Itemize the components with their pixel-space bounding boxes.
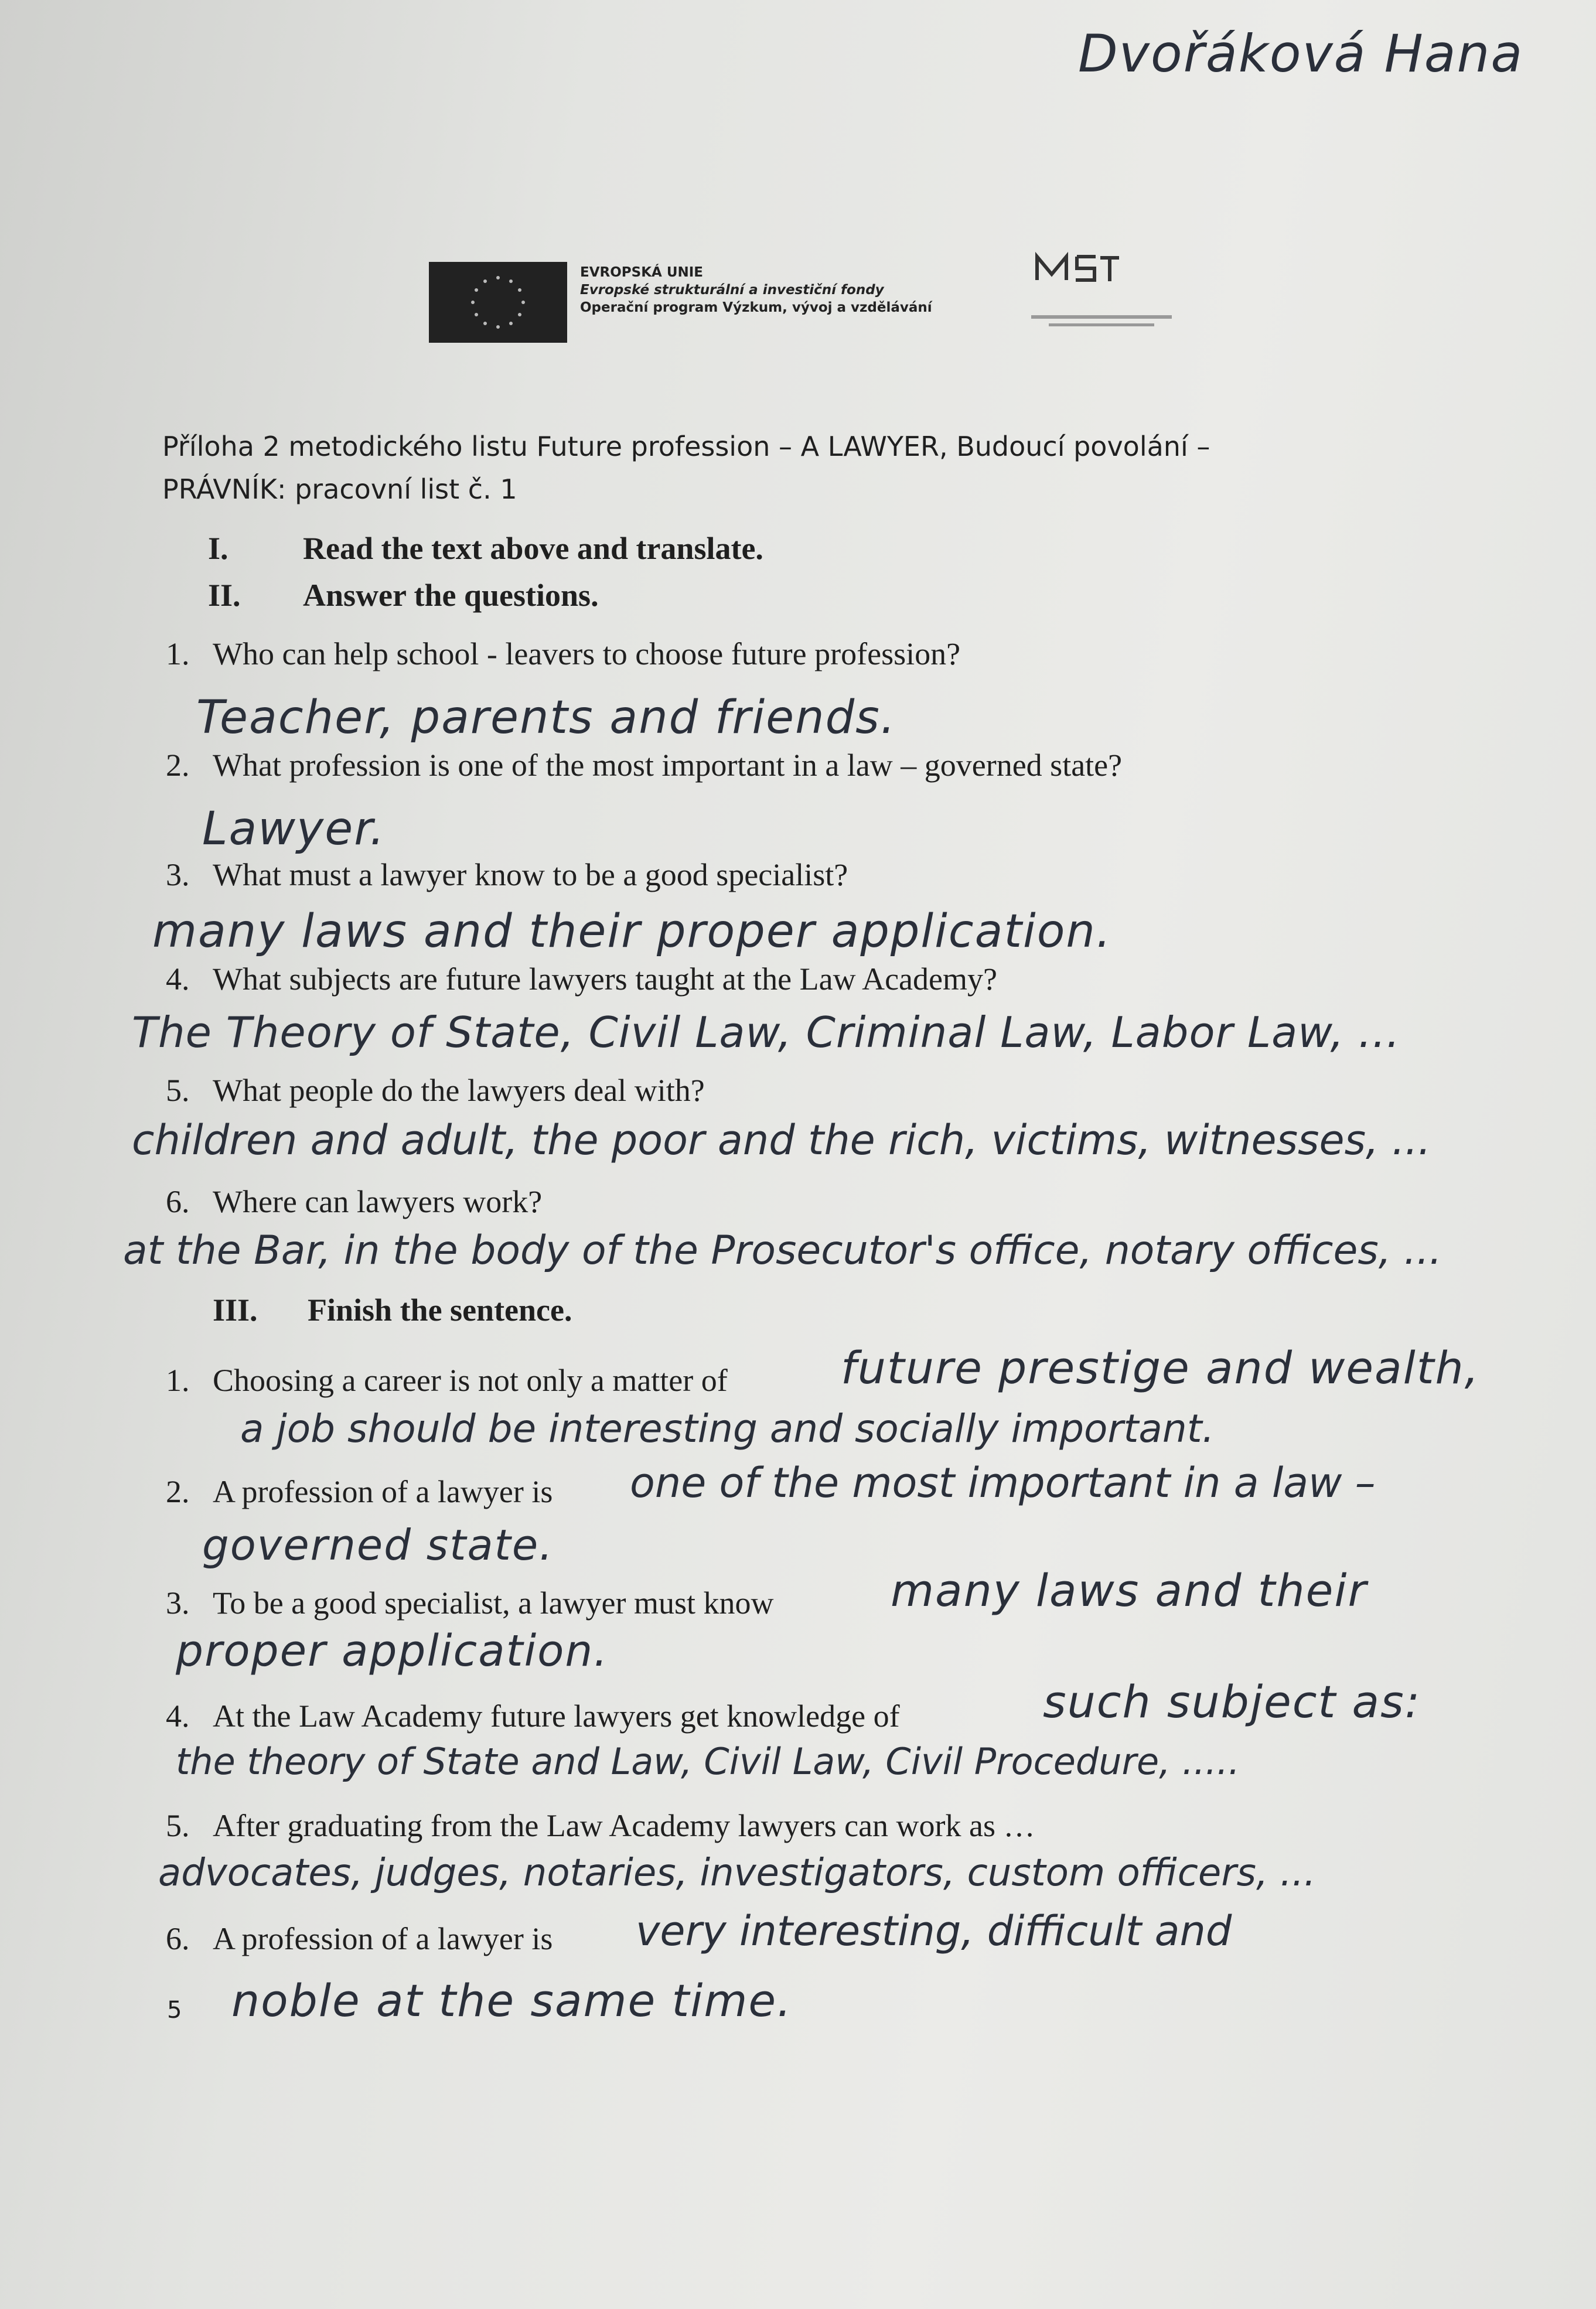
section-1-num: I.: [208, 531, 229, 566]
sentence-2: [166, 1474, 553, 1510]
section-2: [208, 577, 599, 613]
section-2-num: II.: [208, 578, 241, 613]
question-text: Who can help school - leavers to choose future profession?: [213, 636, 961, 671]
sentence-text: To be a good specialist, a lawyer must know: [213, 1585, 774, 1621]
question-number: 4.: [166, 961, 190, 997]
answer-2: Lawyer.: [202, 803, 386, 855]
question-text: What people do the lawyers deal with?: [213, 1073, 705, 1108]
question-number: 5.: [166, 1073, 190, 1108]
author-name: Dvořáková Hana: [1078, 23, 1524, 84]
question-number: 6.: [166, 1184, 190, 1219]
sentence-6-answer-b: noble at the same time.: [231, 1974, 793, 2027]
eu-flag-icon: [429, 262, 567, 343]
question-number: 2.: [166, 748, 190, 783]
answer-5: children and adult, the poor and the rich, victims, witnesses, ...: [132, 1116, 1431, 1164]
sentence-1: [166, 1362, 728, 1399]
sentence-1-answer-a: future prestige and wealth,: [841, 1342, 1480, 1394]
question-2: [166, 747, 1122, 783]
sentence-4: [166, 1698, 900, 1734]
sentence-2-answer-b: governed state.: [202, 1520, 554, 1570]
answer-3: many laws and their proper application.: [152, 905, 1112, 958]
section-3-text: Finish the sentence.: [308, 1292, 572, 1328]
question-text: Where can lawyers work?: [213, 1184, 543, 1219]
question-4: [166, 961, 997, 997]
page-number: 5: [167, 1997, 182, 2024]
sentence-3-answer-a: many laws and their: [891, 1564, 1367, 1616]
eu-text-line3: Operační program Výzkum, vývoj a vzdělávání: [580, 300, 932, 315]
sentence-3: [166, 1585, 774, 1621]
eu-text-line2: Evropské strukturální a investiční fondy: [580, 282, 884, 298]
sentence-text: At the Law Academy future lawyers get knowledge of: [213, 1699, 900, 1734]
section-2-text: Answer the questions.: [303, 578, 599, 613]
sentence-number: 2.: [166, 1474, 190, 1509]
title-line2: PRÁVNÍK: pracovní list č. 1: [162, 473, 517, 505]
question-text: What must a lawyer know to be a good specialist?: [213, 857, 848, 892]
sentence-5: [166, 1807, 1035, 1844]
sentence-number: 6.: [166, 1921, 190, 1956]
msmt-logo-icon: [1031, 245, 1172, 339]
sentence-text: A profession of a lawyer is: [213, 1474, 553, 1509]
sentence-2-answer-a: one of the most important in a law –: [630, 1459, 1376, 1507]
question-text: What profession is one of the most important in a law – governed state?: [213, 748, 1123, 783]
section-1-text: Read the text above and translate.: [303, 531, 763, 566]
section-3: [213, 1292, 572, 1328]
sentence-4-answer-b: the theory of State and Law, Civil Law, Civil Procedure, .....: [176, 1740, 1240, 1783]
answer-4: The Theory of State, Civil Law, Criminal Law, Labor Law, ...: [132, 1008, 1400, 1057]
question-5: [166, 1072, 705, 1109]
sentence-number: 5.: [166, 1808, 190, 1843]
question-1: [166, 636, 960, 672]
question-text: What subjects are future lawyers taught at the Law Academy?: [213, 961, 997, 997]
sentence-text: After graduating from the Law Academy lawyers can work as …: [213, 1808, 1035, 1843]
eu-text-line1: EVROPSKÁ UNIE: [580, 265, 704, 280]
question-number: 1.: [166, 636, 190, 671]
question-3: [166, 857, 848, 893]
question-6: [166, 1184, 542, 1220]
answer-6: at the Bar, in the body of the Prosecutor's office, notary offices, ...: [123, 1227, 1442, 1274]
sentence-3-answer-b: proper application.: [176, 1626, 609, 1676]
question-number: 3.: [166, 857, 190, 892]
sentence-6-answer-a: very interesting, difficult and: [636, 1907, 1232, 1955]
sentence-5-answer-a: advocates, judges, notaries, investigators, custom officers, ...: [158, 1851, 1316, 1895]
title-line1: Příloha 2 metodického listu Future profession – A LAWYER, Budoucí povolání –: [162, 431, 1210, 462]
sentence-number: 3.: [166, 1585, 190, 1621]
section-3-num: III.: [213, 1292, 258, 1328]
sentence-text: A profession of a lawyer is: [213, 1921, 553, 1956]
sentence-1-answer-b: a job should be interesting and socially important.: [240, 1406, 1215, 1451]
sentence-number: 4.: [166, 1699, 190, 1734]
sentence-text: Choosing a career is not only a matter of: [213, 1363, 728, 1398]
sentence-6: [166, 1921, 553, 1957]
sentence-number: 1.: [166, 1363, 190, 1398]
section-1: [208, 530, 763, 567]
sentence-4-answer-a: such subject as:: [1043, 1676, 1421, 1728]
answer-1: Teacher, parents and friends.: [196, 691, 896, 744]
